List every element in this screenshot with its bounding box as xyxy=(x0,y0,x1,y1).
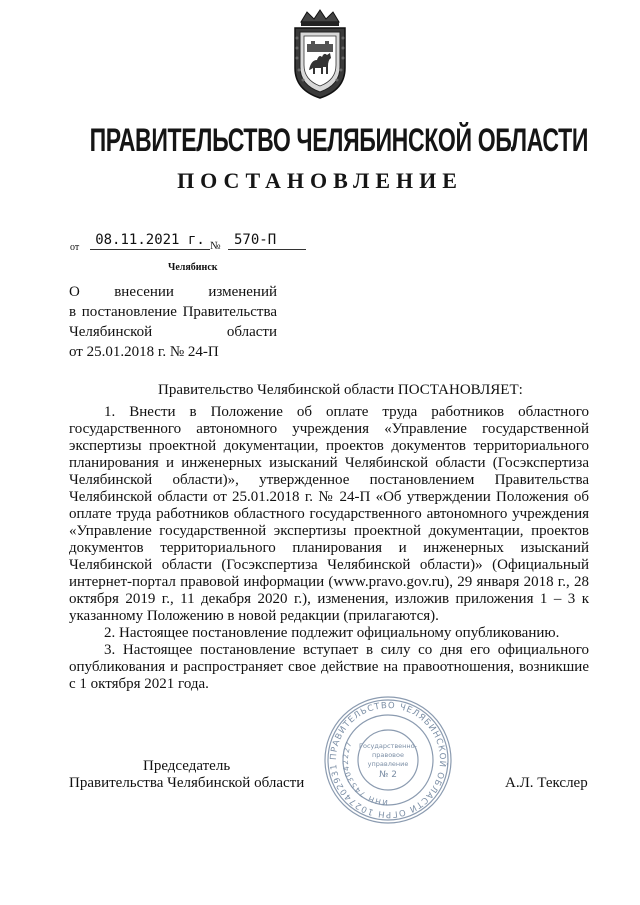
seal-inner-text: ИНН 7453042227 xyxy=(340,739,389,808)
number-prefix-label: № xyxy=(210,240,221,252)
signer-position-line2: Правительства Челябинской области xyxy=(69,775,305,791)
seal-outer-text: ПРАВИТЕЛЬСТВО ЧЕЛЯБИНСКОЙ ОБЛАСТИ ОГРН 1027402931 xyxy=(328,700,448,820)
city-label: Челябинск xyxy=(168,262,218,273)
seal-center-line: № 2 xyxy=(379,770,397,780)
official-seal xyxy=(322,694,454,826)
resolution-paragraph: 2. Настоящее постановление подлежит официальному опубликованию. xyxy=(104,625,560,641)
resolution-body xyxy=(69,404,589,693)
date-prefix-label: от xyxy=(70,242,80,253)
document-type-heading: ПОСТАНОВЛЕНИЕ xyxy=(177,168,463,193)
registration-line xyxy=(70,232,300,260)
resolution-paragraph: 3. Настоящее постановление вступает в силу со дня его официального опубликования и распространяет свое действие на правоотношения, возникшие с 1 октября 2021 года. xyxy=(69,642,589,692)
resolution-preamble: Правительство Челябинской области ПОСТАНОВЛЯЕТ: xyxy=(158,382,523,398)
seal-center-line: правовое xyxy=(372,751,404,759)
document-number: 570-П xyxy=(228,232,306,250)
coat-of-arms-emblem xyxy=(287,8,353,100)
subject-line: О внесении изменений xyxy=(69,284,277,300)
subject-line: от 25.01.2018 г. № 24-П xyxy=(69,344,219,360)
government-title: ПРАВИТЕЛЬСТВО ЧЕЛЯБИНСКОЙ ОБЛАСТИ xyxy=(89,122,589,158)
resolution-paragraph: 1. Внести в Положение об оплате труда работников областного государственного автономного учреждения «Управление государственной экспертизы проектной документации, проектов документов территориального планирования и инженерных изысканий Челябинской области (Госэкспертиза Челябинской области)», утвержденное постановлением Правительства Челябинской области от 25.01.2018 г. № 24-П «Об утверждении Положения об оплате труда работников областного государственного автономного учреждения «Управление государственной экспертизы проектной документации, проектов документов территориального планирования и инженерных изысканий Челябинской области (Госэкспертиза Челябинской области)» (Официальный интернет-портал правовой информации (www.pravo.gov.ru), 29 января 2018 г., 28 октября 2019 г., 11 декабря 2020 г.), изменения, изложив приложения 1 – 3 к указанному Положению в новой редакции (прилагаются). xyxy=(69,404,589,624)
signer-name: А.Л. Текслер xyxy=(505,775,588,791)
subject-line: Челябинской области xyxy=(69,324,277,340)
seal-center-line: управление xyxy=(367,760,409,768)
document-date: 08.11.2021 г. xyxy=(90,232,210,250)
signer-position-line1: Председатель xyxy=(143,758,231,774)
document-subject xyxy=(69,282,277,362)
subject-line: в постановление Правительства xyxy=(69,304,277,320)
seal-center-line: Государственно- xyxy=(359,742,417,750)
